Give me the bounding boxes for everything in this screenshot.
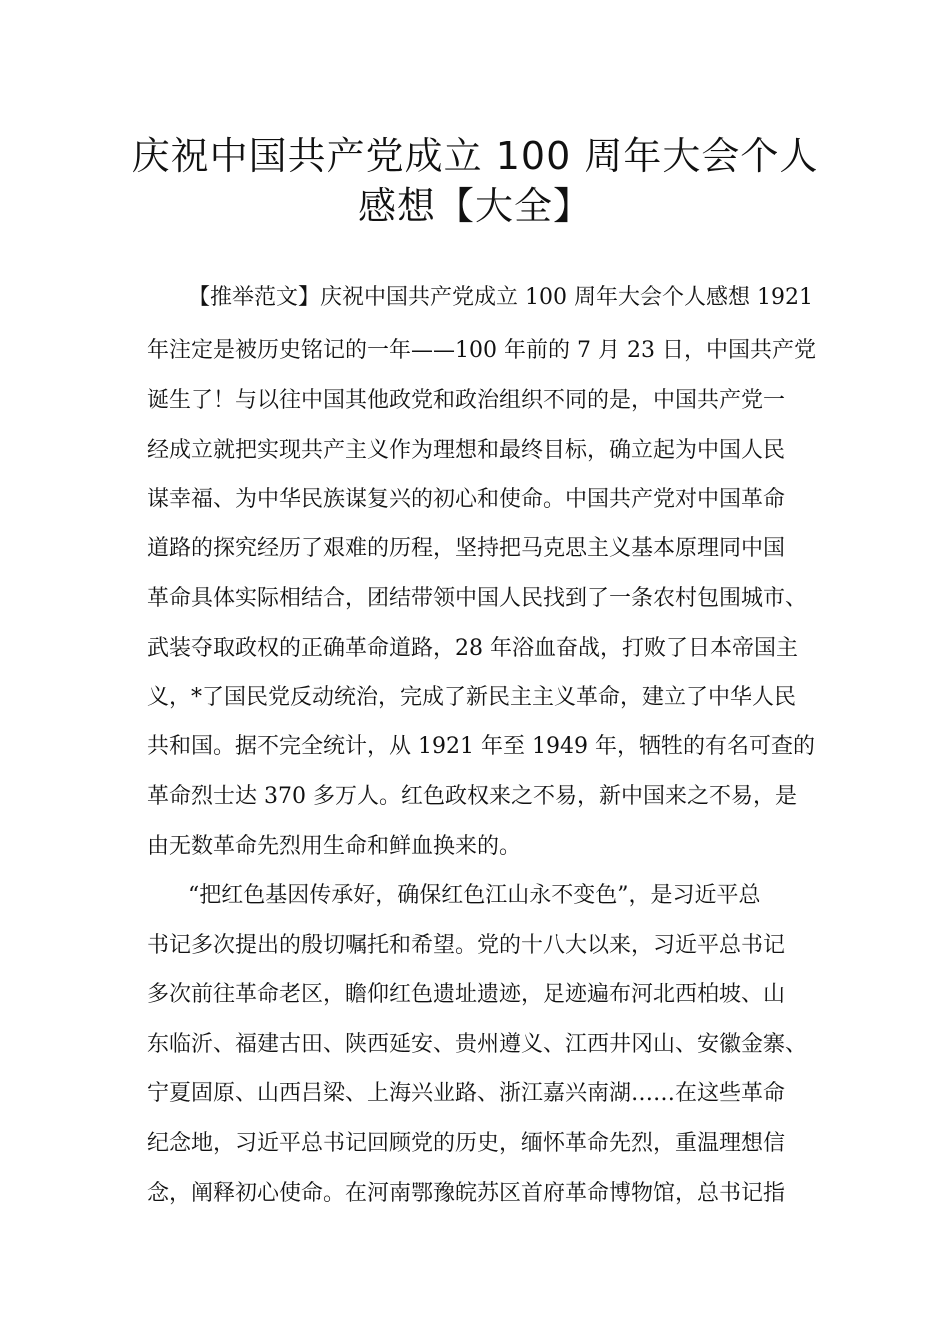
paragraph-2-line: 书记多次提出的殷切嘱托和希望。党的十八大以来，习近平总书记 [147,933,786,958]
paragraph-2-line: 多次前往革命老区，瞻仰红色遗址遗迹，足迹遍布河北西柏坡、山 [147,982,786,1007]
paragraph-1-line: 经成立就把实现共产主义作为理想和最终目标，确立起为中国人民 [147,438,786,463]
paragraph-1-line: 道路的探究经历了艰难的历程，坚持把马克思主义基本原理同中国 [147,536,786,561]
paragraph-1-line: 年注定是被历史铭记的一年——100 年前的 7 月 23 日，中国共产党 [147,338,816,363]
paragraph-1-line: 革命具体实际相结合，团结带领中国人民找到了一条农村包围城市、 [147,586,808,611]
document-title-line-2: 感想【大全】 [357,184,592,228]
paragraph-1-line: 由无数革命先烈用生命和鲜血换来的。 [147,834,522,859]
paragraph-2-line: 宁夏固原、山西吕梁、上海兴业路、浙江嘉兴南湖……在这些革命 [147,1081,786,1106]
paragraph-1-line: 革命烈士达 370 多万人。红色政权来之不易，新中国来之不易，是 [147,784,797,809]
paragraph-2-line: 纪念地，习近平总书记回顾党的历史，缅怀革命先烈，重温理想信 [147,1131,786,1156]
paragraph-2-line: “把红色基因传承好，确保红色江山永不变色”，是习近平总 [188,883,761,908]
paragraph-1-line: 武装夺取政权的正确革命道路，28 年浴血奋战，打败了日本帝国主 [147,636,798,661]
paragraph-1-line: 共和国。据不完全统计，从 1921 年至 1949 年，牺牲的有名可查的 [147,734,815,759]
paragraph-1-line: 诞生了！与以往中国其他政党和政治组织不同的是，中国共产党一 [147,388,786,413]
paragraph-2-line: 念，阐释初心使命。在河南鄂豫皖苏区首府革命博物馆，总书记指 [147,1181,786,1206]
paragraph-1-line: 谋幸福、为中华民族谋复兴的初心和使命。中国共产党对中国革命 [147,487,786,512]
paragraph-2-line: 东临沂、福建古田、陕西延安、贵州遵义、江西井冈山、安徽金寨、 [147,1032,808,1057]
paragraph-1-line: 【推举范文】庆祝中国共产党成立 100 周年大会个人感想 1921 [188,285,813,310]
paragraph-1-line: 义，*了国民党反动统治，完成了新民主主义革命，建立了中华人民 [147,685,797,710]
document-title-line-1: 庆祝中国共产党成立 100 周年大会个人 [131,134,819,178]
